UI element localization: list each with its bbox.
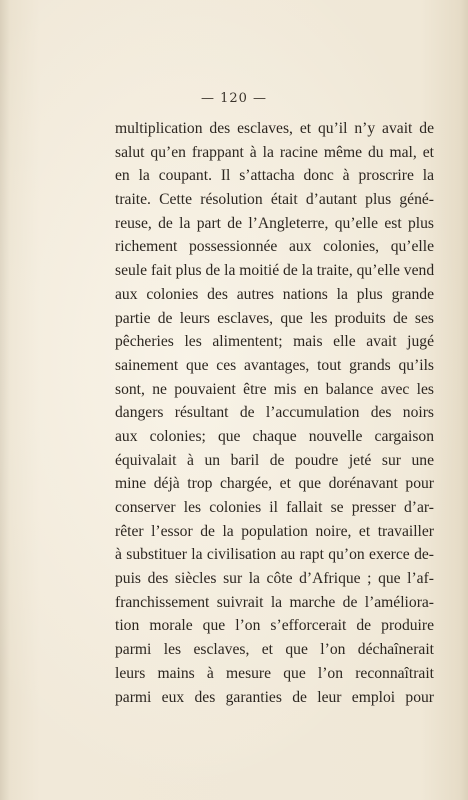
text-line: puis des siècles sur la côte d’Afrique ; que l’af- [115, 570, 434, 588]
text-line: richement possessionnée aux colonies, qu’elle [115, 238, 434, 256]
text-line: conserver les colonies il fallait se presser d’ar- [115, 499, 434, 516]
text-line: multiplication des esclaves, et qu’il n’y avait de [115, 120, 434, 137]
text-line: tion morale que l’on s’efforcerait de produire [115, 617, 434, 635]
text-line: pêcheries les alimentent; mais elle avait jugé [115, 333, 434, 351]
text-line: leurs mains à mesure que l’on reconnaîtrait [115, 664, 434, 682]
text-line: dangers résultant de l’accumulation des noirs [115, 404, 434, 422]
text-line: sont, ne pouvaient être mis en balance avec les [115, 380, 434, 398]
text-line: en la coupant. Il s’attacha donc à proscrire la [115, 167, 434, 185]
text-line: mine déjà trop chargée, et que dorénavant pour [115, 475, 434, 493]
text-line: sainement que ces avantages, tout grands qu’ils [115, 356, 434, 374]
text-line: rêter l’essor de la population noire, et travailler [115, 522, 434, 540]
text-line: salut qu’en frappant à la racine même du mal, et [115, 143, 434, 161]
page-number: — 120 — [200, 91, 268, 106]
text-line: à substituer la civilisation au rapt qu’on exerce de- [115, 546, 434, 564]
text-line: parmi eux des garanties de leur emploi pour [115, 688, 434, 706]
text-line: aux colonies; que chaque nouvelle cargaison [115, 427, 434, 445]
text-line: franchissement suivrait la marche de l’améliora- [115, 593, 434, 611]
text-line: partie de leurs esclaves, que les produits de ses [115, 309, 434, 327]
body-text [115, 117, 434, 709]
text-line: aux colonies des autres nations la plus grande [115, 285, 434, 303]
text-line: traite. Cette résolution était d’autant plus géné- [115, 191, 434, 209]
text-line: parmi les esclaves, et que l’on déchaînerait [115, 641, 434, 659]
text-line: reuse, de la part de l’Angleterre, qu’elle est plus [115, 214, 434, 232]
text-line: seule fait plus de la moitié de la traite, qu’elle vend [115, 262, 434, 280]
text-line: équivalait à un baril de poudre jeté sur une [115, 451, 434, 469]
